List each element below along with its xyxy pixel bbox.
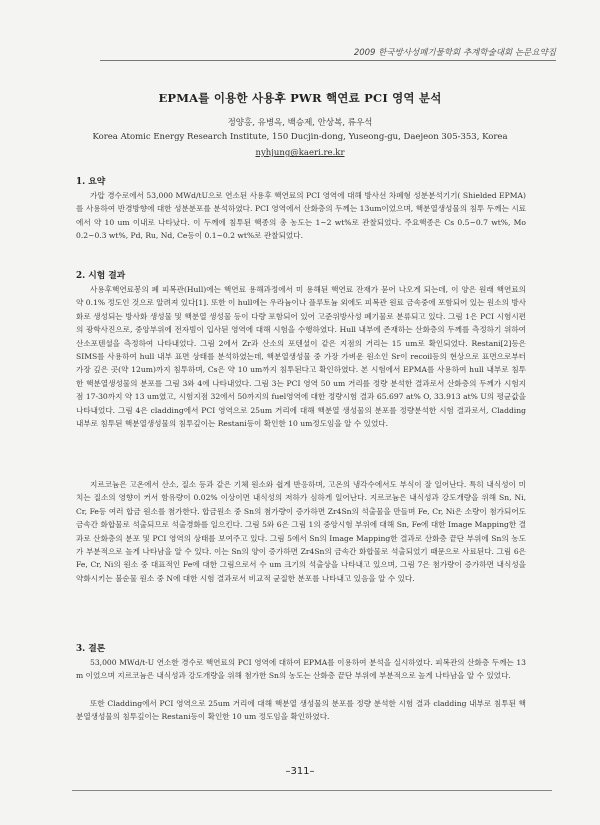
results-paragraph-2: 지르코늄은 고온에서 산소, 질소 등과 같은 기체 원소와 쉽게 반응하며, 고온의 냉각수에서도 부식이 잘 일어난다. 특히 내식성이 미치는 질소의 영향이 커서 함유량이 0.02% 이상이면 내식성의 저하가 심하게 일어난다. 지르코늄은 내식성과 강도개량을 위해 Sn, Ni, Cr, Fe등 여러 합금 원소를 첨가한다. 합금원소 중 Sn의 첨가량이 증가하면 Zr4Sn의 석출물을 만들며 Fe, Cr, Ni은 소량이 첨가되어도 금속간 화합물로 석출되므로 석출경화를 일으킨다. 그림 5와 6은 그림 1의 중앙시험 부위에 대해 Sn, Fe에 대한 Image Mapping한 결과로 산화층의 분포 및 PCI 영역의 상태를 보여주고 있다. 그림 5에서 Sn의 Image Mapping한 결과로 산화층 끝단 부위에 Sn의 농도가 부분적으로 높게 나타남을 알 수 있다. 이는 Sn의 양이 증가하면 Zr4Sn의 금속간 화합물로 석출되었기 때문으로 사료된다. 그림 6은 Fe, Cr, Ni의 원소 중 대표적인 Fe에 대한 그림으로서 수 um 크기의 석출상을 나타내고 있으며, 그림 7은 첨가량이 증가하면 내식성을 약화시키는 불순물 원소 중 N에 대한 시험 결과로서 비교적 균질한 분포를 나타내고 있음을 알 수 있다. (76, 480, 526, 583)
section-heading-results: 2. 시험 결과 (76, 271, 126, 281)
summary-paragraph: 가압 경수로에서 53,000 MWd/tU으로 연소된 사용후 핵연료의 PCI 영역에 대해 방사선 차폐형 성분분석기기( Shielded EPMA)를 사용하여 반경방향에 대한 성분분포를 분석하였다. PCI 영역에서 산화층의 두께는 13um이었으며, 핵분열생성물의 침투 두께는 시료에서 약 10 um 이내로 나타났다. 이 두께에 침투된 핵종의 총 농도는 1~2 wt%로 관찰되었다. 주요핵종은 Cs 0.5~0.7 wt%, Mo 0.2~0.3 wt%, Pd, Ru, Nd, Ce등이 0.1~0.2 wt%로 관찰되었다. (76, 191, 526, 241)
affiliation: Korea Atomic Energy Research Institute, 150 Ducjin-dong, Yuseong-gu, Daejeon 305-353, Korea (92, 132, 508, 142)
section-heading-conclusion: 3. 결론 (76, 644, 106, 654)
author-email (0, 148, 600, 158)
conclusion-paragraph-1: 53,000 MWd/t-U 연소한 경수로 핵연료의 PCI 영역에 대하여 EPMA를 이용하여 분석을 실시하였다. 피복관의 산화층 두께는 13 m 이었으며 지르코늄은 내식성과 강도개량을 위해 첨가한 Sn의 농도는 산화층 끝단 부위에 부분적으로 높게 나타남을 알 수 있었다. (76, 658, 526, 681)
header-rule (100, 60, 556, 61)
paper-title: EPMA를 이용한 사용후 PWR 핵연료 PCI 영역 분석 (158, 91, 442, 105)
conclusion-paragraph-2: 또한 Cladding에서 PCI 영역으로 25um 거리에 대해 핵분열 생성물의 분포를 정량 분석한 시험 결과 cladding 내부로 침투된 핵분열생성물의 침투깊이는 Restani등이 확인한 10 um 정도임을 확인하였다. (76, 699, 526, 722)
section-heading-summary: 1. 요약 (76, 177, 106, 187)
footer-rule (72, 790, 552, 791)
page-number: –311– (285, 766, 315, 777)
results-paragraph-1: 사용후핵연료봉의 폐 피복관(Hull)에는 핵연료 용해과정에서 미 용해된 핵연료 잔재가 묻어 나오게 되는데, 이 양은 원래 핵연료의 약 0.1% 정도인 것으로 알려져 있다[1]. 또한 이 hull에는 우라늄이나 플루토늄 외에도 피복관 원료 금속중에 포함되어 있는 원소의 방사화로 생성되는 방사화 생성물 및 핵분열 생성물 등이 다량 포함되어 있어 고준위방사성 폐기물로 분류되고 있다. 그림 1은 PCI 시험시편의 광학사진으로, 중앙부위에 전자빔이 입사된 영역에 대해 시험을 수행하였다. Hull 내부에 존재하는 산화층의 두께를 측정하기 위하여 산소포텐셜을 측정하여 나타내었다. 그림 2에서 Zr과 산소의 포텐셜이 같은 지점의 거리는 15 um로 확인되었다. Restani[2]등은 SIMS를 사용하여 hull 내부 표면 상태를 분석하였는데, 핵분열생성물 중 가장 가벼운 원소인 Sr이 recoil등의 현상으로 표면으로부터 가장 깊은 곳(약 12um)까지 침투하며, Cs은 약 10 um까지 침투된다고 확인하였다. 본 시험에서 EPMA를 사용하여 hull 내부로 침투한 핵분열생성물의 분포를 그림 3와 4에 나타내었다. 그림 3는 PCI 영역 50 um 거리를 정량 분석한 결과로서 산화층의 두께가 시험지점 17-30까지 약 13 um였고, 시험지점 32에서 50까지의 fuel영역에 대한 정량시험 결과 65.697 at% O, 33.913 at% U의 평균값을 나타내었다. 그림 4은 cladding에서 PCI 영역으로 25um 거리에 대해 핵분열 생성물의 분포를 정량분석한 시험 결과로서, Cladding 내부로 침투된 핵분열생성물의 침투깊이는 Restani등이 확인한 10 um정도임을 알 수 있었다. (76, 285, 526, 429)
email-link[interactable]: nyhjung@kaeri.re.kr (255, 148, 345, 158)
conference-header: 2009 한국방사성폐기물학회 추계학술대회 논문요약집 (353, 48, 556, 58)
author-list: 정양홍, 유병옥, 백승제, 안상복, 류우석 (227, 118, 373, 128)
